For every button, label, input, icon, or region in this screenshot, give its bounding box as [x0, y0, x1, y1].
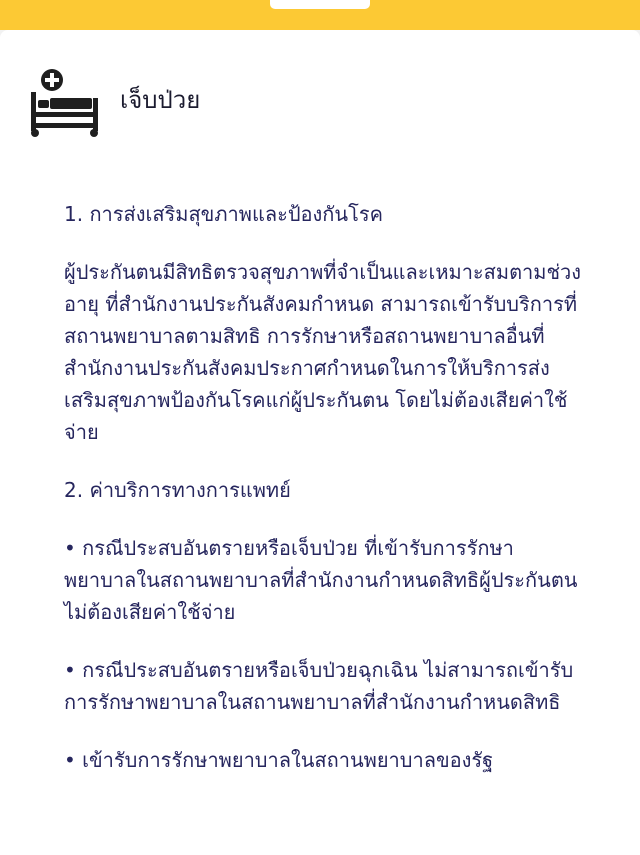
section2-title: 2. ค่าบริการทางการแพทย์: [64, 478, 291, 502]
content-sheet: [0, 30, 640, 855]
drag-handle[interactable]: [270, 0, 370, 9]
bullet-public-hospital: • เข้ารับการรักษาพยาบาลในสถานพยาบาลของรัฐ: [64, 748, 494, 772]
top-bar: [0, 0, 640, 30]
section-header: [0, 30, 640, 150]
hospital-bed-icon: [28, 68, 102, 138]
section1-title: 1. การส่งเสริมสุขภาพและป้องกันโรค: [64, 202, 383, 226]
benefits-content: [64, 198, 584, 802]
section1-body: ผู้ประกันตนมีสิทธิตรวจสุขภาพที่จำเป็นและเหมาะสมตามช่วงอายุ ที่สำนักงานประกันสังคมกำหนด สามารถเข้ารับบริการที่สถานพยาบาลตามสิทธิ การรักษาหรือสถานพยาบาลอื่นที่สำนักงานประกันสังคมประกาศกำหนดในการให้บริการส่งเสริมสุขภาพป้องกันโรคแก่ผู้ประกันตน โดยไม่ต้องเสียค่าใช้จ่าย: [64, 260, 582, 444]
bullet-emergency-outside-network: • กรณีประสบอันตรายหรือเจ็บป่วยฉุกเฉิน ไม่สามารถเข้ารับการรักษาพยาบาลในสถานพยาบาลที่สำนักงานกำหนดสิทธิ: [64, 658, 574, 714]
page-title: เจ็บป่วย: [120, 86, 201, 114]
bullet-emergency-within-network: • กรณีประสบอันตรายหรือเจ็บป่วย ที่เข้ารับการรักษาพยาบาลในสถานพยาบาลที่สำนักงานกำหนดสิทธิผู้ประกันตนไม่ต้องเสียค่าใช้จ่าย: [64, 536, 578, 624]
